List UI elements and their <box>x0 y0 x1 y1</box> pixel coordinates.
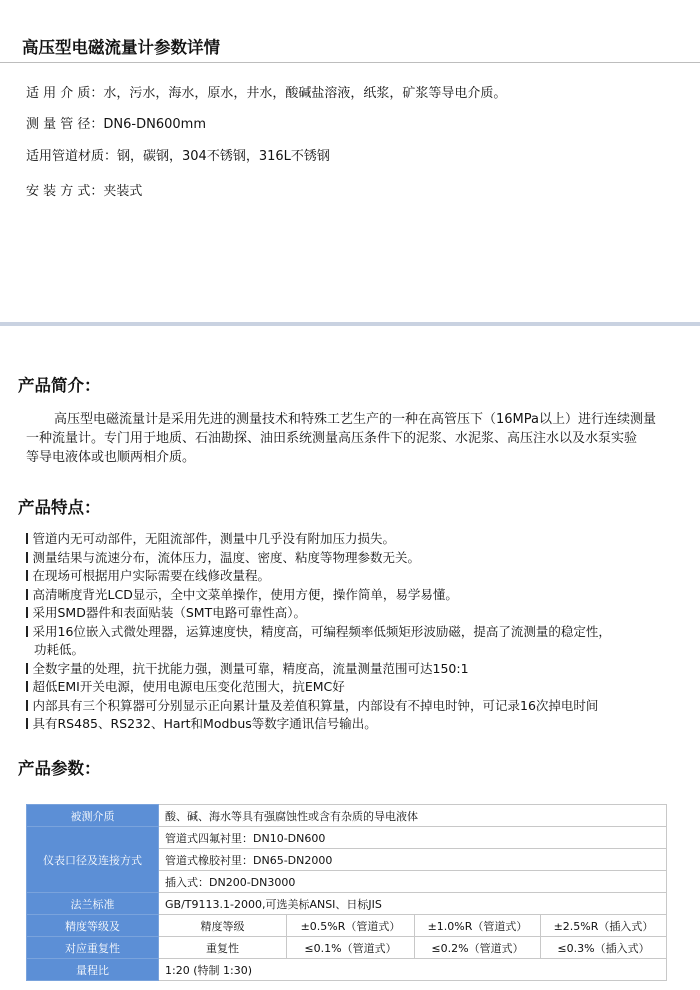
table-row <box>27 893 667 915</box>
row-header: 量程比 <box>27 959 159 981</box>
spec-install-value: 夹装式 <box>103 184 143 199</box>
table-cell: ±0.5%R（管道式） <box>287 915 415 937</box>
feature-item: 在现场可根据用户实际需要在线修改量程。 <box>26 567 700 586</box>
table-row <box>27 937 667 959</box>
bullet-bar <box>26 681 28 692</box>
feature-item: 采用16位嵌入式微处理器，运算速度快，精度高，可编程频率低频矩形波励磁，提高了流测量的稳定性， 功耗低。 <box>26 623 700 660</box>
spec-material <box>26 145 330 164</box>
row-header: 被测介质 <box>27 805 159 827</box>
feature-item: 超低EMI开关电源，使用电源电压变化范围大，抗EMC好 <box>26 678 700 697</box>
intro-line: 高压型电磁流量计是采用先进的测量技术和特殊工艺生产的一种在高管压下（16MPa以上）进行连续测量 <box>54 412 656 427</box>
row-header: 仪表口径及连接方式 <box>27 827 159 893</box>
params-heading: 产品参数： <box>18 759 101 778</box>
feature-item: 内部具有三个积算器可分别显示正向累计量及差值积算量，内部设有不掉电时钟，可记录16次掉电时间 <box>26 697 700 716</box>
spec-medium <box>26 82 506 101</box>
row-header: 精度等级及 <box>27 915 159 937</box>
intro-paragraph <box>26 410 700 467</box>
table-cell: 酸、碱、海水等具有强腐蚀性或含有杂质的导电液体 <box>159 805 667 827</box>
feature-item: 管道内无可动部件，无阻流部件，测量中几乎没有附加压力损失。 <box>26 530 700 549</box>
bullet-bar <box>26 663 28 674</box>
feature-item: 高清晰度背光LCD显示，全中文菜单操作，使用方便，操作简单，易学易懂。 <box>26 586 700 605</box>
spec-material-value: 钢，碳钢，304不锈钢，316L不锈钢 <box>117 149 330 164</box>
spec-diameter <box>26 113 206 132</box>
table-row <box>27 805 667 827</box>
spec-install <box>26 180 142 199</box>
intro-line: 一种流量计。专门用于地质、石油勘探、油田系统测量高压条件下的泥浆、水泥浆、高压注水以及水泵实验 <box>26 431 638 446</box>
row-header: 法兰标准 <box>27 893 159 915</box>
spec-material-label: 适用管道材质： <box>26 149 118 164</box>
table-cell: ±2.5%R（插入式） <box>541 915 667 937</box>
page-title: 高压型电磁流量计参数详情 <box>22 38 220 57</box>
features-list <box>26 530 700 734</box>
table-row <box>27 827 667 849</box>
table-row <box>27 915 667 937</box>
title-divider <box>0 62 700 63</box>
bullet-bar <box>26 700 28 711</box>
params-table <box>26 804 667 981</box>
spec-diameter-value: DN6-DN600mm <box>103 117 206 132</box>
table-cell: 管道式四氟衬里：DN10-DN600 <box>159 827 667 849</box>
feature-item: 采用SMD器件和表面贴装（SMT电路可靠性高）。 <box>26 604 700 623</box>
table-cell: ≤0.2%（管道式） <box>415 937 541 959</box>
bullet-bar <box>26 718 28 729</box>
bullet-bar <box>26 570 28 581</box>
intro-line: 等导电液体或也顺两相介质。 <box>26 450 196 465</box>
bullet-bar <box>26 626 28 637</box>
spec-diameter-label: 测 量 管 径： <box>26 117 104 132</box>
spec-install-label: 安 装 方 式： <box>26 184 104 199</box>
bullet-bar <box>26 533 28 544</box>
feature-item: 全数字量的处理，抗干扰能力强，测量可靠，精度高，流量测量范围可达150:1 <box>26 660 700 679</box>
intro-heading: 产品简介： <box>18 376 101 395</box>
feature-item: 具有RS485、RS232、Hart和Modbus等数字通讯信号输出。 <box>26 715 700 734</box>
table-cell: 1:20 (特制 1:30) <box>159 959 667 981</box>
feature-item: 测量结果与流速分布，流体压力，温度、密度、粘度等物理参数无关。 <box>26 549 700 568</box>
features-heading: 产品特点： <box>18 498 101 517</box>
table-cell: ≤0.3%（插入式） <box>541 937 667 959</box>
bullet-bar <box>26 552 28 563</box>
bullet-bar <box>26 589 28 600</box>
spec-medium-label: 适 用 介 质： <box>26 86 104 101</box>
table-cell: ±1.0%R（管道式） <box>415 915 541 937</box>
table-cell: GB/T9113.1-2000,可选美标ANSI、日标JIS <box>159 893 667 915</box>
table-cell: ≤0.1%（管道式） <box>287 937 415 959</box>
table-cell: 插入式：DN200-DN3000 <box>159 871 667 893</box>
table-cell: 重复性 <box>159 937 287 959</box>
table-cell: 精度等级 <box>159 915 287 937</box>
section-divider <box>0 322 700 326</box>
row-header: 对应重复性 <box>27 937 159 959</box>
bullet-bar <box>26 607 28 618</box>
table-row <box>27 959 667 981</box>
table-cell: 管道式橡胶衬里：DN65-DN2000 <box>159 849 667 871</box>
spec-medium-value: 水，污水，海水，原水，井水，酸碱盐溶液，纸浆，矿浆等导电介质。 <box>103 86 507 101</box>
